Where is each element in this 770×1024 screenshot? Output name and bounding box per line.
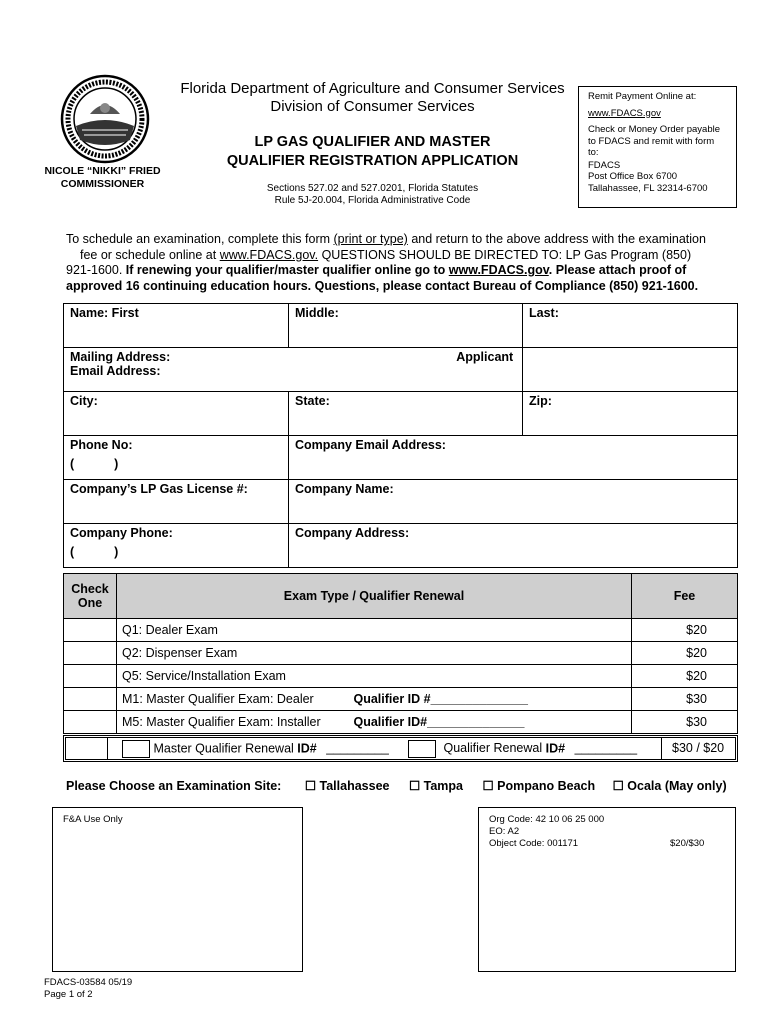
object-code: Object Code: 001171 (489, 838, 579, 849)
company-email-field[interactable]: Company Email Address: (289, 436, 738, 480)
company-address-field[interactable]: Company Address: (289, 524, 738, 568)
exam-table (63, 573, 738, 734)
phone-label: Phone No: (70, 438, 133, 452)
renewal-fee: $30 / $20 (672, 741, 725, 755)
exam-checkbox[interactable] (64, 619, 117, 642)
intro-text: QUESTIONS SHOULD BE DIRECTED TO: LP Gas Program (850) (318, 247, 692, 262)
exam-type-header: Exam Type / Qualifier Renewal (117, 574, 632, 619)
exam-row (64, 688, 738, 711)
form-number: FDACS-03584 05/19 (44, 977, 133, 988)
company-phone-field[interactable] (64, 524, 289, 568)
remit-line1: Remit Payment Online at: (588, 91, 697, 102)
first-name-field[interactable]: Name: First (64, 304, 289, 348)
exam-row (64, 711, 738, 734)
company-phone-label: Company Phone: (70, 526, 173, 540)
exam-fee: $20 (632, 619, 738, 642)
master-renewal (122, 740, 389, 758)
intro-bold: If renewing your qualifier/master qualifier online go to (125, 263, 449, 277)
master-renewal-id-field[interactable]: _________ (326, 741, 389, 756)
remit-link[interactable]: www.FDACS.gov (588, 107, 661, 119)
id-label: ID# (297, 741, 317, 756)
check-header-text: Check (71, 582, 109, 596)
exam-site-selector (66, 778, 756, 793)
remit-check3: to: (588, 147, 599, 158)
intro-link[interactable]: www.FDACS.gov (448, 263, 549, 277)
intro-text: fee or schedule online at (80, 247, 220, 262)
intro-text: 921-1600. (66, 263, 126, 277)
qualifier-renewal-id-field[interactable]: _________ (574, 741, 638, 756)
title-line2: QUALIFIER REGISTRATION APPLICATION (226, 153, 519, 169)
exam-fee: $20 (632, 642, 738, 665)
master-renewal-checkbox[interactable] (122, 740, 150, 758)
last-name-field[interactable]: Last: (523, 304, 738, 348)
intro-bold: approved 16 continuing education hours. Questions, please contact Bureau of Compliance (850) 921-1600. (66, 278, 699, 293)
exam-checkbox[interactable] (64, 688, 117, 711)
exam-fee: $20 (632, 665, 738, 688)
remit-addr1: FDACS (588, 159, 621, 171)
qualifier-id-field[interactable]: Qualifier ID#______________ (353, 715, 525, 729)
object-code-row (489, 838, 735, 850)
exam-label (117, 711, 632, 734)
phone-field[interactable] (64, 436, 289, 480)
paren: ( (70, 545, 75, 559)
mailing-address-field[interactable] (64, 348, 523, 392)
exam-fee: $30 (632, 711, 738, 734)
intro-bold: . Please attach proof of (548, 263, 687, 277)
intro-text: and return to the above address with the examination (407, 232, 706, 246)
commissioner-title: COMMISSIONER (60, 178, 145, 190)
master-renewal-label: Master Qualifier Renewal (153, 741, 298, 756)
renewal-row (63, 735, 738, 762)
fdacs-seal (60, 74, 150, 164)
footer (44, 977, 132, 1001)
intro-link[interactable]: www.FDACS.gov. (219, 247, 319, 262)
fee-header: Fee (632, 574, 738, 619)
company-name-field[interactable]: Company Name: (289, 480, 738, 524)
applicant-form (63, 303, 738, 568)
city-field[interactable]: City: (64, 392, 289, 436)
remit-addr3: Tallahassee, FL 32314-6700 (588, 182, 708, 194)
qualifier-renewal (408, 740, 637, 758)
statutes (220, 183, 525, 207)
paren: ) (114, 457, 119, 471)
check-header-text: One (77, 596, 103, 610)
site-tallahassee[interactable]: ☐ Tallahassee (304, 779, 390, 793)
exam-checkbox[interactable] (64, 642, 117, 665)
page-number: Page 1 of 2 (44, 989, 93, 1000)
state-field[interactable]: State: (289, 392, 523, 436)
qualifier-id-field[interactable]: Qualifier ID #______________ (353, 692, 528, 706)
fa-use-box (52, 807, 303, 972)
eo-code: EO: A2 (489, 826, 520, 837)
commissioner-block (40, 165, 165, 191)
qualifier-renewal-label: Qualifier Renewal (443, 741, 546, 756)
dept-line1: Florida Department of Agriculture and Consumer Services (180, 80, 565, 97)
exam-row (64, 619, 738, 642)
org-code-box (478, 807, 736, 972)
title-line1: LP GAS QUALIFIER AND MASTER (254, 134, 491, 150)
instructions (66, 232, 726, 294)
exam-label: Q2: Dispenser Exam (117, 642, 632, 665)
intro-print-type: (print or type) (333, 232, 408, 246)
exam-label-text: M5: Master Qualifier Exam: Installer (122, 715, 321, 729)
check-one-header (64, 574, 117, 619)
paren: ) (114, 545, 119, 559)
statutes-line1: Sections 527.02 and 527.0201, Florida Statutes (266, 183, 479, 194)
remit-box (578, 86, 737, 208)
dept-line2: Division of Consumer Services (270, 98, 475, 115)
exam-site-label: Please Choose an Examination Site: (66, 779, 282, 793)
exam-fee: $30 (632, 688, 738, 711)
statutes-line2: Rule 5J-20.004, Florida Administrative Code (274, 195, 471, 206)
org-code: Org Code: 42 10 06 25 000 (489, 814, 605, 825)
exam-row (64, 642, 738, 665)
paren: ( (70, 457, 75, 471)
commissioner-name: NICOLE “NIKKI” FRIED (44, 165, 161, 177)
fa-use-label: F&A Use Only (63, 814, 123, 825)
intro-text: To schedule an examination, complete this form (66, 232, 334, 246)
department-header (165, 80, 580, 116)
exam-row (64, 665, 738, 688)
applicant-email-label: Applicant Email Address: (70, 350, 514, 378)
remit-check1: Check or Money Order payable (588, 124, 721, 135)
license-field[interactable]: Company’s LP Gas License #: (64, 480, 289, 524)
exam-label: Q1: Dealer Exam (117, 619, 632, 642)
site-pompano-beach[interactable]: ☐ Pompano Beach (482, 779, 596, 793)
exam-label-text: M1: Master Qualifier Exam: Dealer (122, 692, 314, 706)
site-ocala[interactable]: ☐ Ocala (May only) (612, 779, 727, 793)
middle-name-field[interactable]: Middle: (289, 304, 523, 348)
page-title (185, 133, 560, 171)
mailing-label: Mailing Address: (70, 350, 171, 364)
remit-check2: to FDACS and remit with form (588, 135, 715, 147)
id-label: ID# (545, 741, 566, 756)
remit-addr2: Post Office Box 6700 (588, 171, 678, 182)
exam-label: Q5: Service/Installation Exam (117, 665, 632, 688)
qualifier-renewal-checkbox[interactable] (408, 740, 436, 758)
exam-checkbox[interactable] (64, 665, 117, 688)
exam-checkbox[interactable] (64, 711, 117, 734)
site-tampa[interactable]: ☐ Tampa (408, 779, 464, 793)
exam-label (117, 688, 632, 711)
zip-field[interactable]: Zip: (523, 392, 738, 436)
object-fee: $20/$30 (670, 838, 705, 849)
